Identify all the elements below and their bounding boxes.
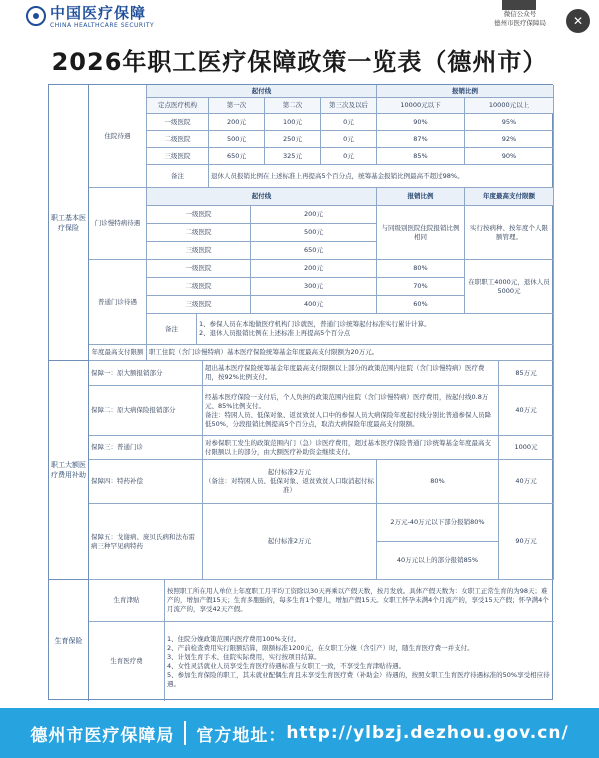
footer-bar <box>0 708 599 758</box>
table-cell: 二级医院 <box>147 131 209 148</box>
major-g1-label: 保障一：原大额报销部分 <box>89 361 203 386</box>
table-cell: 0元 <box>321 148 377 165</box>
major-g4-qifu <box>203 460 377 504</box>
table-cell: 300元 <box>251 278 377 296</box>
table-cell: 60% <box>377 296 465 314</box>
outpatient-note-1: 1、参保人员在本地做医疗机构门诊就医，普通门诊统筹起付标准实行累计计算。 <box>199 320 431 328</box>
maternity-medical-text: 1、住院分娩政策范围内医疗费用100%支付。 2、产前检查费用实行限额结算，限额标准1200元，在女职工分娩（含引产）时，随生育医疗费一并支付。 3、计划生育手术、住院实际费用，实行按项目结算。 4、女性灵活就业人员享受生育医疗待遇标准与女职工一致，不享受生育津贴待遇。 5、参加生育保险的职工，其未就业配偶生育且未享受生育医疗费（补助金）待遇的，按照女职工生育医疗待遇标准的50%享受相应待遇。 <box>167 634 550 688</box>
major-g2-text-2: 备注：特困人员、低保对象、返贫致贫人口中的参保人员大病保险年度起付线分别比普通参保人员降低50%，分段报销比例提高5个百分点，取消大病保险年度最高支付限额。 <box>205 410 491 428</box>
table-cell: 二级医院 <box>147 224 251 242</box>
page-footer <box>0 708 599 758</box>
footer-org: 德州市医疗保障局 <box>30 725 175 746</box>
major-g3-label: 保障三：普通门诊 <box>89 436 203 460</box>
major-g4-amount: 40万元 <box>499 460 554 504</box>
major-g2-label: 保障二：原大病保险报销部分 <box>89 386 203 436</box>
maternity-allowance-text: 按照职工所在用人单位上年度职工月平均工资除以30天再乘以产假天数，按月发放。具体产假天数为：女职工正常生育的为98天；难产的，增加产假15天；生育多胞胎的，每多生育1个婴儿，增加产假15天。女职工怀孕未满4个月流产的，享受15天产假；怀孕满4个月流产的，享受42天产假。 <box>165 580 554 622</box>
table-cell: 650元 <box>209 148 265 165</box>
wechat-line-2: 德州市医疗保障局 <box>494 19 546 27</box>
major-g5-ratio-2: 40万元以上的部分报销85% <box>377 542 499 580</box>
major-g4-ratio: 80% <box>377 460 499 504</box>
policy-table <box>48 84 553 700</box>
section-maternity: 生育保险 <box>49 580 89 701</box>
page-title: 2026年职工医疗保障政策一览表（德州市） <box>51 48 548 76</box>
table-cell: 三级医院 <box>147 148 209 165</box>
table-cell: 85% <box>377 148 465 165</box>
section-major-subsidy: 职工大额医疗费用补助 <box>49 361 89 580</box>
table-cell: 500元 <box>251 224 377 242</box>
table-cell: 80% <box>377 260 465 278</box>
table-cell: 500元 <box>209 131 265 148</box>
section-basic-insurance: 职工基本医疗保险 <box>49 85 89 361</box>
table-cell: 95% <box>465 114 554 131</box>
table-cell: 一级医院 <box>147 260 251 278</box>
table-cell: 325元 <box>265 148 321 165</box>
table-cell: 92% <box>465 131 554 148</box>
logo-emblem-icon <box>26 6 46 26</box>
close-icon: ✕ <box>572 14 584 28</box>
table-cell: 650元 <box>251 242 377 260</box>
table-cell: 0元 <box>321 114 377 131</box>
table-cell: 90% <box>465 148 554 165</box>
major-g2-amount: 40万元 <box>499 386 554 436</box>
major-g1-amount: 85万元 <box>499 361 554 386</box>
wechat-line-1: 微信公众号 <box>503 10 537 18</box>
inpatient-label: 住院待遇 <box>89 85 147 188</box>
qr-code-icon <box>502 0 536 10</box>
table-cell: 0元 <box>321 131 377 148</box>
logo-subtitle: CHINA HEALTHCARE SECURITY <box>50 22 155 29</box>
col-third-time: 第三次及以后 <box>321 98 377 114</box>
col-second-time: 第二次 <box>265 98 321 114</box>
major-g5-ratio-1: 2万元-40万元以下部分报销80% <box>377 504 499 542</box>
table-cell: 一级医院 <box>147 114 209 131</box>
outpatient-label: 普通门诊待遇 <box>89 260 147 345</box>
maternity-medical-label: 生育医疗费 <box>89 622 165 701</box>
close-button[interactable] <box>566 9 590 33</box>
table-cell: 87% <box>377 131 465 148</box>
chronic-ratio: 与同级别医院住院报销比例相同 <box>377 206 465 260</box>
annual-max-value: 职工住院（含门诊慢特病）基本医疗保险统筹基金年度最高支付限额为20万元。 <box>147 345 554 361</box>
wechat-info <box>478 10 562 28</box>
inpatient-note-label: 备注 <box>147 165 209 188</box>
outpatient-note <box>197 314 554 345</box>
footer-url-link[interactable]: http://ylbzj.dezhou.gov.cn/ <box>286 723 569 743</box>
table-cell: 一级医院 <box>147 206 251 224</box>
major-g3-amount: 1000元 <box>499 436 554 460</box>
col-first-time: 第一次 <box>209 98 265 114</box>
logo-title: 中国医疗保障 <box>50 4 147 22</box>
col-under-10000: 10000元以下 <box>377 98 465 114</box>
table-cell: 二级医院 <box>147 278 251 296</box>
major-g1-text: 超出基本医疗保险统筹基金年度最高支付限额以上部分的政策范围内住院（含门诊慢特病）医疗费用，按92%比例支付。 <box>203 361 499 386</box>
col-hospital-level: 定点医疗机构 <box>147 98 209 114</box>
page-header <box>0 0 599 42</box>
chronic-qifu-header: 起付线 <box>147 188 377 206</box>
logo <box>26 2 154 29</box>
outpatient-note-label: 备注 <box>147 314 197 345</box>
major-g2-text-1: 经基本医疗保险一支付后，个人负担的政策范围内住院（含门诊慢特病）医疗费用，按起付线0.8万元、85%比例支付。 <box>205 392 489 410</box>
major-g4-label: 保障四：特药补偿 <box>89 460 203 504</box>
table-cell: 三级医院 <box>147 242 251 260</box>
footer-site-label: 官方地址： <box>196 725 287 746</box>
major-g3-text: 对参保职工发生的政策范围内门（急）诊医疗费用，超过基本医疗保险普通门诊统筹基金年度最高支付限额以上的部分，由大额医疗补助资金继续支付。 <box>203 436 499 460</box>
inpatient-qifu-header: 起付线 <box>147 85 377 98</box>
chronic-ratio-header: 报销比例 <box>377 188 465 206</box>
inpatient-ratio-header: 报销比例 <box>377 85 554 98</box>
table-cell: 三级医院 <box>147 296 251 314</box>
major-g5-amount: 90万元 <box>499 504 554 580</box>
outpatient-note-2: 2、退休人员报销比例在上述标准上再提高5个百分点 <box>199 329 351 337</box>
major-g5-qifu: 起付标准2万元 <box>203 504 377 580</box>
chronic-label: 门诊慢特病待遇 <box>89 188 147 260</box>
major-g2-text <box>203 386 499 436</box>
table-cell: 70% <box>377 278 465 296</box>
table-cell: 200元 <box>209 114 265 131</box>
outpatient-max: 在职职工4000元，退休人员5000元 <box>465 260 554 314</box>
major-g4-qifu-value: 起付标准2万元 <box>267 468 312 476</box>
footer-divider <box>184 721 186 745</box>
major-g5-label: 保障五：戈谢病、庞贝氏病和法布雷病三种罕见病特药 <box>89 504 203 580</box>
col-over-10000: 10000元以上 <box>465 98 554 114</box>
maternity-allowance-label: 生育津贴 <box>89 580 165 622</box>
table-cell: 90% <box>377 114 465 131</box>
inpatient-note: 退休人员报销比例在上述标准上再提高5个百分点，统筹基金报销比例最高不超过98%。 <box>209 165 554 188</box>
table-cell: 200元 <box>251 206 377 224</box>
table-cell: 100元 <box>265 114 321 131</box>
table-cell: 250元 <box>265 131 321 148</box>
major-g4-note: （备注：对特困人员、低保对象、返贫致贫人口取消起付标准） <box>205 477 374 494</box>
chronic-max: 实行按病种、按年度个人限额管理。 <box>465 206 554 260</box>
table-cell: 200元 <box>251 260 377 278</box>
table-cell: 400元 <box>251 296 377 314</box>
annual-max-label: 年度最高支付限额 <box>89 345 147 361</box>
chronic-max-header: 年度最高支付限额 <box>465 188 554 206</box>
